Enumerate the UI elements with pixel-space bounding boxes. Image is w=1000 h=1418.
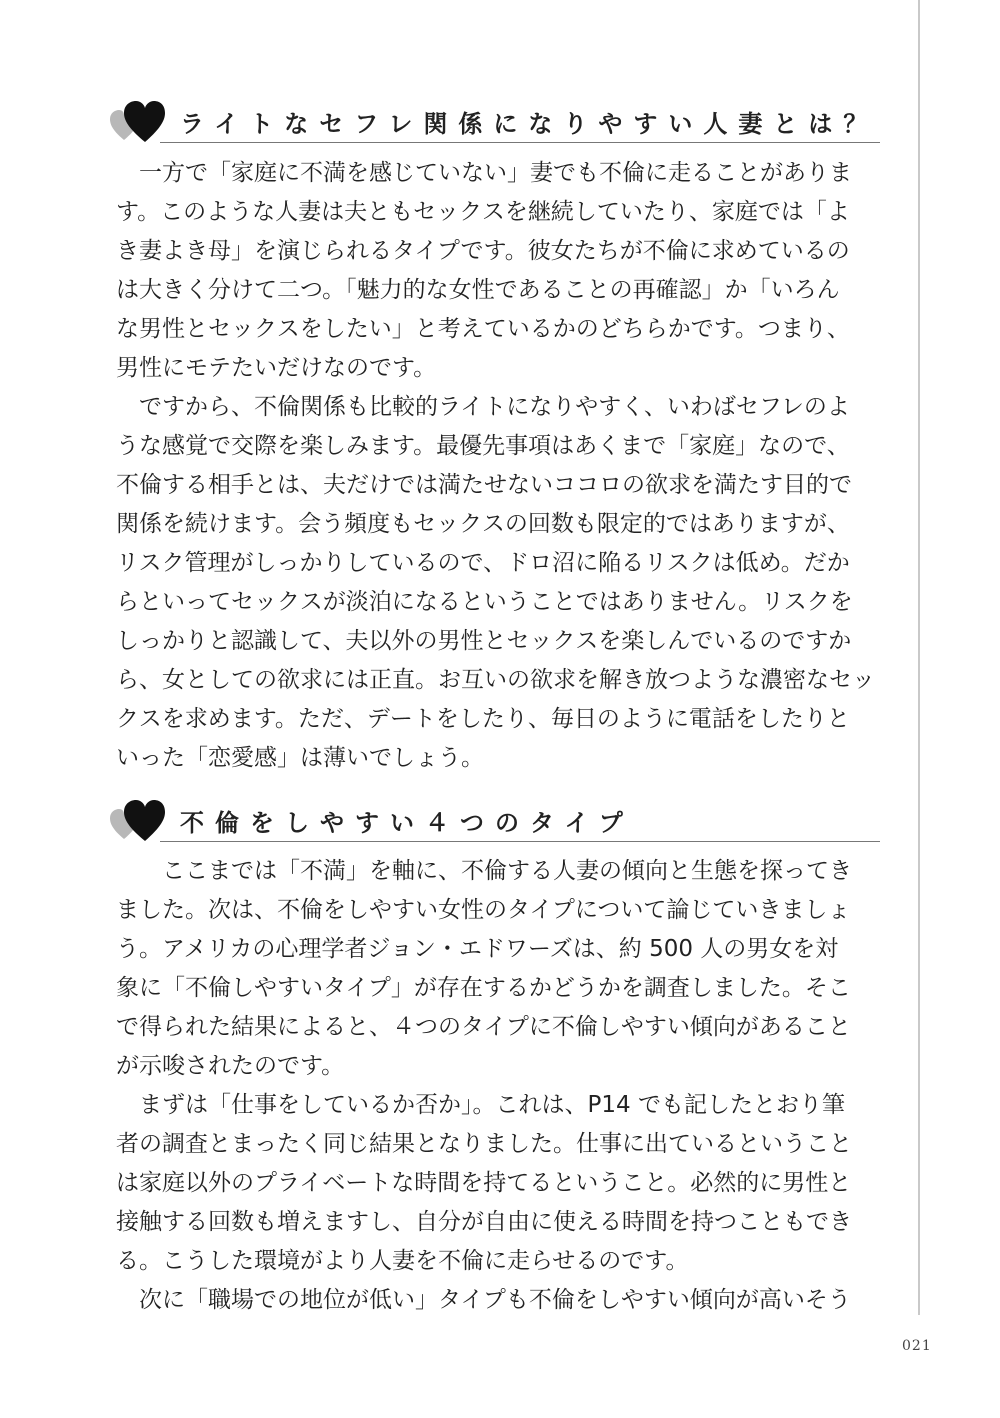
body-line: しっかりと認識して、夫以外の男性とセックスを楽しんでいるのですか: [116, 628, 852, 654]
body-line: は家庭以外のプライベートな時間を持てるということ。必然的に男性と: [116, 1170, 852, 1196]
body-line: 関係を続けます。会う頻度もセックスの回数も限定的ではありますが、: [116, 511, 850, 537]
section-heading-1: [108, 98, 880, 148]
body-line: 一方で「家庭に不満を感じていない」妻でも不倫に走ることがありま: [116, 160, 852, 186]
body-line: は大きく分けて二つ。「魅力的な女性であることの再確認」か「いろん: [116, 277, 840, 303]
heading-underline: [160, 142, 880, 143]
body-line: 次に「職場での地位が低い」タイプも不倫をしやすい傾向が高いそう: [116, 1287, 851, 1313]
body-line: 者の調査とまったく同じ結果となりました。仕事に出ているということ: [116, 1131, 852, 1157]
body-line: うな感覚で交際を楽しみます。最優先事項はあくまで「家庭」なので、: [116, 433, 850, 459]
body-line: 象に「不倫しやすいタイプ」が存在するかどうかを調査しました。そこ: [116, 975, 851, 1001]
body-line: 接触する回数も増えますし、自分が自由に使える時間を持つこともでき: [116, 1209, 852, 1235]
body-line: いった「恋愛感」は薄いでしょう。: [116, 745, 484, 771]
hearts-icon: [108, 98, 166, 144]
body-line: まずは「仕事をしているか否か」。これは、P14 でも記したとおり筆: [116, 1092, 845, 1118]
body-line: ここまでは「不満」を軸に、不倫する人妻の傾向と生態を探ってき: [116, 858, 852, 884]
body-line: き妻よき母」を演じられるタイプです。彼女たちが不倫に求めているの: [116, 238, 850, 264]
body-line: な男性とセックスをしたい」と考えているかのどちらかです。つまり、: [116, 316, 850, 342]
margin-rule: [918, 0, 920, 1315]
body-line: す。このような人妻は夫ともセックスを継続していたり、家庭では「よ: [116, 199, 850, 225]
section-heading-2: [108, 797, 880, 847]
body-line: リスク管理がしっかりしているので、ドロ沼に陥るリスクは低め。だか: [116, 550, 850, 576]
body-line: る。こうした環境がより人妻を不倫に走らせるのです。: [116, 1248, 689, 1274]
body-line: ですから、不倫関係も比較的ライトになりやすく、いわばセフレのよ: [116, 394, 850, 420]
page-number: 021: [902, 1338, 932, 1354]
body-line: らといってセックスが淡泊になるということではありません。リスクを: [116, 589, 853, 615]
body-line: ました。次は、不倫をしやすい女性のタイプについて論じていきましょ: [116, 897, 851, 923]
heading-underline: [160, 841, 880, 842]
body-line: ら、女としての欲求には正直。お互いの欲求を解き放つような濃密なセッ: [116, 667, 875, 693]
section-title: ライトなセフレ関係になりやすい人妻とは？: [180, 110, 879, 138]
body-line: クスを求めます。ただ、デートをしたり、毎日のように電話をしたりと: [116, 706, 850, 732]
body-line: が示唆されたのです。: [116, 1053, 345, 1079]
body-line: う。アメリカの心理学者ジョン・エドワーズは、約 500 人の男女を対: [116, 936, 839, 962]
hearts-icon: [108, 797, 166, 843]
section-title: 不倫をしやすい４つのタイプ: [180, 809, 634, 837]
body-line: 不倫する相手とは、夫だけでは満たせないココロの欲求を満たす目的で: [116, 472, 852, 498]
body-line: 男性にモテたいだけなのです。: [116, 355, 437, 381]
body-line: で得られた結果によると、４つのタイプに不倫しやすい傾向があること: [116, 1014, 851, 1040]
